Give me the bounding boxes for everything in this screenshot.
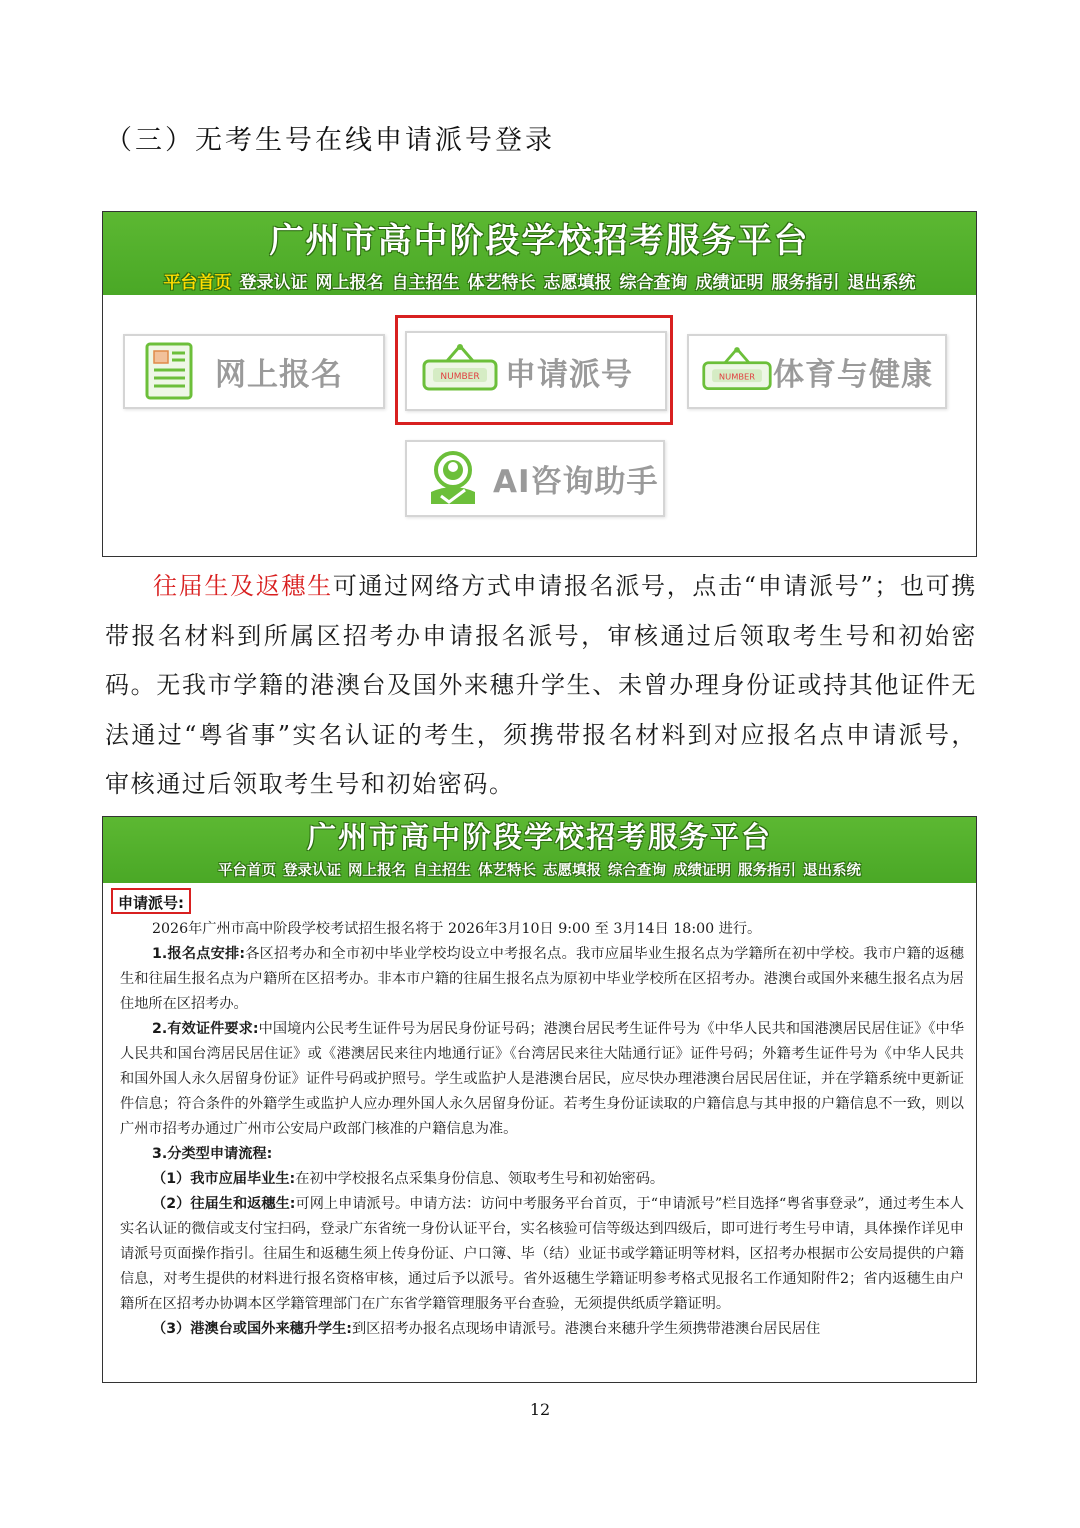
tile-ai-assistant-label: AI咨询助手: [493, 464, 659, 500]
nav-home[interactable]: 平台首页: [163, 273, 232, 293]
page-number: 12: [529, 1400, 551, 1419]
subitem-3-text: 到区招考办报名点现场申请派号。港澳台来穗升学生须携带港澳台居民居住: [351, 1321, 821, 1337]
nav-online-registration[interactable]: 网上报名: [315, 273, 384, 293]
platform-screenshot-apply: [102, 816, 977, 1383]
section-heading: （三）无考生号在线申请派号登录: [105, 125, 555, 156]
item-1-text: 各区招考办和全市初中毕业学校均设立中考报名点。我市应届毕业生报名点为学籍所在初中学校。我市户籍的返穗生和往届生报名点为户籍所在区招考办。非本市户籍的往届生报名点为原初中毕业学校所在区招考办。港澳台或国外来穗生报名点为居住地所在区招考办。: [120, 946, 964, 1012]
subitem-2-text: 可网上申请派号。申请方法：访问中考服务平台首页，于“申请派号”栏目选择“粤省事登录”，通过考生本人实名认证的微信或支付宝扫码，登录广东省统一身份认证平台，实名核验可信等级达到四级后，即可进行考生号申请，具体操作详见申请派号页面操作指引。往届生和返穗生须上传身份证、户口簿、毕（结）业证书或学籍证明等材料，区招考办根据市公安局提供的户籍信息，对考生提供的材料进行报名资格审核，通过后予以派号。省外返穗生学籍证明参考格式见报名工作通知附件2；省内返穗生由户籍所在区招考办协调本区学籍管理部门在广东省学籍管理服务平台查验，无须提供纸质学籍证明。: [120, 1196, 964, 1312]
notice-item-1: [120, 942, 964, 1017]
subitem-1-text: 在初中学校报名点采集身份信息、领取考生号和初始密码。: [295, 1171, 665, 1187]
document-icon: [139, 340, 209, 404]
notice-subitem-3: [120, 1317, 964, 1342]
nav-service-guide[interactable]: 服务指引: [738, 863, 796, 879]
platform-banner: [103, 817, 976, 883]
nav-online-registration[interactable]: 网上报名: [348, 863, 406, 879]
item-1-label: 1.报名点安排:: [152, 946, 246, 962]
notice-subitem-1: [120, 1167, 964, 1192]
nav-home[interactable]: 平台首页: [218, 863, 276, 879]
nav-login[interactable]: 登录认证: [239, 273, 308, 293]
nav-query[interactable]: 综合查询: [608, 863, 666, 879]
svg-text:NUMBER: NUMBER: [718, 370, 756, 381]
nav-arts-sports[interactable]: 体艺特长: [467, 273, 536, 293]
notice-intro: 2026年广州市高中阶段学校考试招生报名将于 2026年3月10日 9:00 至 3月14日 18:00 进行。: [152, 921, 762, 937]
item-2-text: 中国境内公民考生证件号为居民身份证号码；港澳台居民考生证件号为《中华人民共和国港澳居民居住证》《中华人民共和国台湾居民居住证》或《港澳居民来往内地通行证》《台湾居民来往大陆通行证》证件号码；外籍考生证件号为《中华人民共和国外国人永久居留身份证》证件号码或护照号。学生或监护人是港澳台居民，应尽快办理港澳台居民居住证，并在学籍系统中更新证件信息；符合条件的外籍学生或监护人应办理外国人永久居留身份证。若考生身份证读取的户籍信息与其申报的户籍信息不一致，则以广州市招考办通过广州市公安局户政部门核准的户籍信息为准。: [120, 1021, 965, 1137]
platform-title: 广州市高中阶段学校招考服务平台: [269, 221, 810, 261]
platform-banner: [103, 212, 976, 295]
tile-sports-health-label: 体育与健康: [773, 357, 933, 393]
nav-independent-admission[interactable]: 自主招生: [413, 863, 471, 879]
tile-online-registration-label: 网上报名: [215, 357, 343, 393]
subitem-1-label: （1）我市应届毕业生:: [152, 1171, 296, 1187]
body-paragraph: [105, 562, 977, 810]
platform-title: 广州市高中阶段学校招考服务平台: [306, 820, 772, 854]
ai-assistant-icon: [419, 446, 487, 512]
svg-text:NUMBER: NUMBER: [440, 372, 480, 382]
nav-login[interactable]: 登录认证: [283, 863, 341, 879]
nav-score-certificate[interactable]: 成绩证明: [673, 863, 731, 879]
body-text: 可通过网络方式申请报名派号，点击“申请派号”；也可携带报名材料到所属区招考办申请报名派号，审核通过后领取考生号和初始密码。无我市学籍的港澳台及国外来穗升学生、未曾办理身份证或持其他证件无法通过“粤省事”实名认证的考生，须携带报名材料到对应报名点申请派号，审核通过后领取考生号和初始密码。: [105, 572, 978, 798]
tile-sports-health[interactable]: [687, 334, 947, 409]
notice-subitem-2: [120, 1192, 964, 1317]
item-3-label: 3.分类型申请流程:: [152, 1146, 273, 1162]
platform-screenshot-home: [102, 211, 977, 557]
nav-arts-sports[interactable]: 体艺特长: [478, 863, 536, 879]
notice-item-2: [120, 1017, 964, 1142]
apply-title: 申请派号:: [111, 888, 191, 914]
highlight-text: 往届生及返穗生: [153, 572, 333, 600]
nav-service-guide[interactable]: 服务指引: [771, 273, 840, 293]
platform-nav: [103, 268, 976, 293]
apply-notice: [103, 883, 977, 1342]
platform-nav: [103, 859, 976, 880]
nav-preference[interactable]: 志愿填报: [543, 273, 612, 293]
tile-ai-assistant[interactable]: [405, 440, 665, 517]
subitem-3-label: （3）港澳台或国外来穗升学生:: [152, 1321, 352, 1337]
subitem-2-label: （2）往届生和返穗生:: [152, 1196, 296, 1212]
nav-logout[interactable]: 退出系统: [803, 863, 861, 879]
nav-query[interactable]: 综合查询: [619, 273, 688, 293]
item-2-label: 2.有效证件要求:: [152, 1021, 259, 1037]
highlight-box-apply-number: [395, 315, 673, 425]
notice-item-3: [120, 1142, 964, 1167]
nav-score-certificate[interactable]: 成绩证明: [695, 273, 764, 293]
nav-independent-admission[interactable]: 自主招生: [391, 273, 460, 293]
tile-online-registration[interactable]: [123, 334, 385, 409]
nav-preference[interactable]: 志愿填报: [543, 863, 601, 879]
nav-logout[interactable]: 退出系统: [847, 273, 916, 293]
tile-apply-number-label: 申请派号: [505, 356, 633, 393]
signboard-icon: [701, 344, 773, 400]
